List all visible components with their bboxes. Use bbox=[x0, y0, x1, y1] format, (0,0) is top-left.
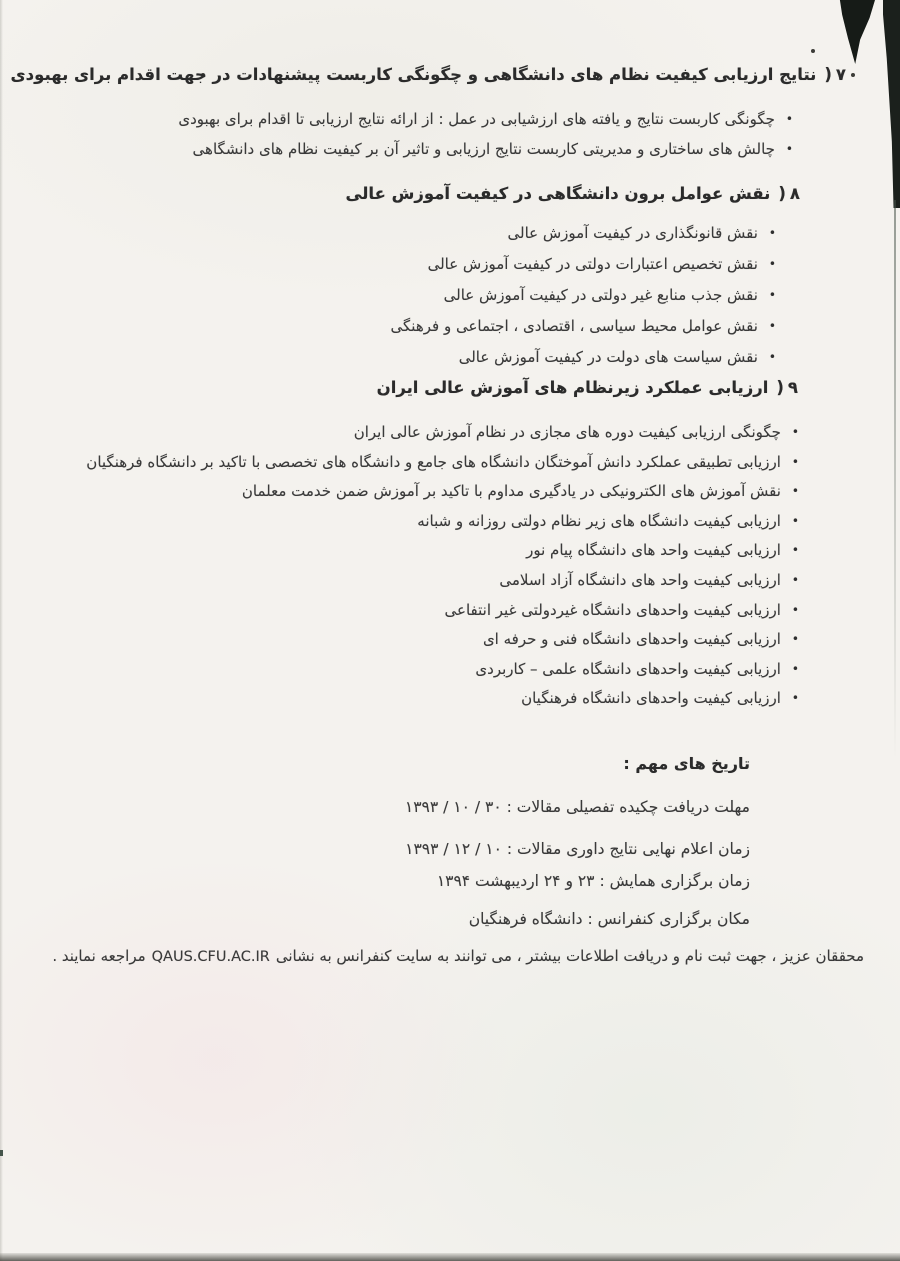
section-title: ارزیابی عملکرد زیرنظام های آموزش عالی ایران bbox=[376, 378, 769, 397]
topic-text: نقش جذب منابع غیر دولتی در کیفیت آموزش عالی bbox=[443, 286, 758, 304]
date-item-venue: مکان برگزاری کنفرانس : دانشگاه فرهنگیان bbox=[468, 910, 750, 928]
topic-item bbox=[86, 655, 799, 685]
section-paren: ) bbox=[776, 378, 784, 397]
section-paren: ) bbox=[778, 184, 786, 203]
bullet-icon: • bbox=[791, 691, 799, 706]
section-title: نتایج ارزیابی کیفیت نظام های دانشگاهی و چگونگی کاربست پیشنهادات در جهت اقدام برای بهبودی bbox=[10, 65, 817, 84]
bullet-icon: • bbox=[791, 543, 799, 558]
topic-text: ارزیابی کیفیت واحدهای دانشگاه فنی و حرفه ای bbox=[482, 630, 781, 649]
scan-speck bbox=[851, 73, 855, 77]
scan-edge-line-left bbox=[0, 0, 3, 1261]
topic-item bbox=[391, 218, 776, 249]
topic-item bbox=[391, 342, 776, 373]
section-title: نقش عوامل برون دانشگاهی در کیفیت آموزش عالی bbox=[345, 184, 771, 203]
topic-item bbox=[391, 311, 776, 342]
topic-item bbox=[178, 105, 793, 135]
bullet-icon: • bbox=[791, 661, 799, 676]
topic-text: چگونگی کاربست نتایج و یافته های ارزشیابی در عمل : از ارائه نتایج ارزیابی تا اقدام برای بهبودی bbox=[178, 110, 775, 128]
bullet-icon: • bbox=[768, 350, 776, 364]
bullet-icon: • bbox=[791, 484, 799, 499]
section-8-heading bbox=[346, 182, 801, 205]
scan-speck bbox=[811, 49, 815, 53]
important-dates-heading: تاریخ های مهم : bbox=[623, 754, 750, 773]
topic-text: ارزیابی کیفیت واحدهای دانشگاه فرهنگیان bbox=[521, 689, 781, 708]
topic-text: نقش عوامل محیط سیاسی ، اقتصادی ، اجتماعی و فرهنگی bbox=[390, 317, 758, 335]
footer-text-before-url: محققان عزیز ، جهت ثبت نام و دریافت اطلاعات بیشتر ، می توانند به سایت کنفرانس به نشانی bbox=[275, 947, 864, 965]
topic-text: ارزیابی کیفیت واحدهای دانشگاه غیردولتی غیر انتفاعی bbox=[444, 600, 781, 619]
topic-item bbox=[86, 684, 799, 714]
date-item-event-time: زمان برگزاری همایش : ۲۳ و ۲۴ اردیبهشت ۱۳۹۴ bbox=[436, 872, 750, 890]
scan-edge-bottom bbox=[0, 1253, 900, 1261]
topic-text: ارزیابی تطبیقی عملکرد دانش آموختگان دانشگاه های جامع و دانشگاه های تخصصی با تاکید بر دانشگاه فرهنگیان bbox=[86, 452, 781, 471]
section-9-heading bbox=[377, 376, 798, 399]
scan-speck bbox=[0, 1150, 3, 1156]
topic-text: ارزیابی کیفیت واحدهای دانشگاه علمی – کاربردی bbox=[475, 659, 781, 678]
bullet-icon: • bbox=[768, 257, 776, 271]
bullet-icon: • bbox=[785, 142, 793, 156]
topic-item bbox=[391, 249, 776, 280]
section-number: ۹ bbox=[787, 378, 798, 397]
bullet-icon: • bbox=[768, 288, 776, 302]
topic-item bbox=[86, 477, 799, 507]
section-8-topic-list bbox=[391, 218, 776, 373]
topic-text: ارزیابی کیفیت واحد های دانشگاه آزاد اسلامی bbox=[499, 570, 781, 589]
section-7-heading bbox=[11, 63, 846, 86]
conference-website-url: QAUS.CFU.AC.IR bbox=[151, 949, 270, 965]
date-item-abstract-deadline: مهلت دریافت چکیده تفصیلی مقالات : ۳۰ / ۱۰ / ۱۳۹۳ bbox=[404, 798, 750, 816]
topic-text: ارزیابی کیفیت واحد های دانشگاه پیام نور bbox=[526, 541, 781, 560]
bullet-icon: • bbox=[785, 112, 793, 126]
section-number: ۷ bbox=[835, 65, 846, 84]
topic-text: ارزیابی کیفیت دانشگاه های زیر نظام دولتی روزانه و شبانه bbox=[417, 511, 781, 530]
bullet-icon: • bbox=[791, 425, 799, 439]
topic-item bbox=[86, 566, 799, 596]
topic-item bbox=[178, 135, 793, 165]
topic-item bbox=[86, 596, 799, 626]
bullet-icon: • bbox=[791, 632, 799, 647]
topic-text: نقش آموزش های الکترونیکی در یادگیری مداوم با تاکید بر آموزش ضمن خدمت معلمان bbox=[241, 482, 781, 501]
bullet-icon: • bbox=[791, 513, 799, 528]
topic-item bbox=[86, 448, 799, 478]
footer-text-after-url: مراجعه نمایند . bbox=[52, 947, 146, 965]
topic-text: نقش قانونگذاری در کیفیت آموزش عالی bbox=[507, 224, 758, 242]
scan-edge-line-right bbox=[894, 200, 896, 760]
bullet-icon: • bbox=[791, 572, 799, 587]
bullet-icon: • bbox=[791, 602, 799, 617]
topic-text: نقش سیاست های دولت در کیفیت آموزش عالی bbox=[458, 348, 758, 366]
topic-item bbox=[391, 280, 776, 311]
footer-note bbox=[52, 947, 864, 965]
bullet-icon: • bbox=[791, 454, 799, 469]
topic-text: چگونگی ارزیابی کیفیت دوره های مجازی در نظام آموزش عالی ایران bbox=[353, 423, 781, 441]
section-number: ۸ bbox=[789, 184, 800, 203]
topic-item bbox=[86, 418, 799, 448]
section-paren: ) bbox=[824, 65, 832, 84]
topic-item bbox=[86, 507, 799, 537]
topic-item bbox=[86, 625, 799, 655]
section-7-topic-list bbox=[178, 105, 793, 165]
scan-corner-artifact bbox=[830, 0, 875, 64]
scan-edge-artifact-top-right bbox=[883, 0, 900, 208]
section-9-topic-list bbox=[86, 418, 799, 714]
date-item-review-results: زمان اعلام نهایی نتایج داوری مقالات : ۱۰ / ۱۲ / ۱۳۹۳ bbox=[405, 840, 750, 858]
bullet-icon: • bbox=[768, 319, 776, 333]
bullet-icon: • bbox=[768, 226, 776, 240]
topic-text: چالش های ساختاری و مدیریتی کاربست نتایج ارزیابی و تاثیر آن بر کیفیت نظام های دانشگاهی bbox=[192, 140, 775, 158]
topic-item bbox=[86, 536, 799, 566]
topic-text: نقش تخصیص اعتبارات دولتی در کیفیت آموزش عالی bbox=[427, 255, 758, 273]
